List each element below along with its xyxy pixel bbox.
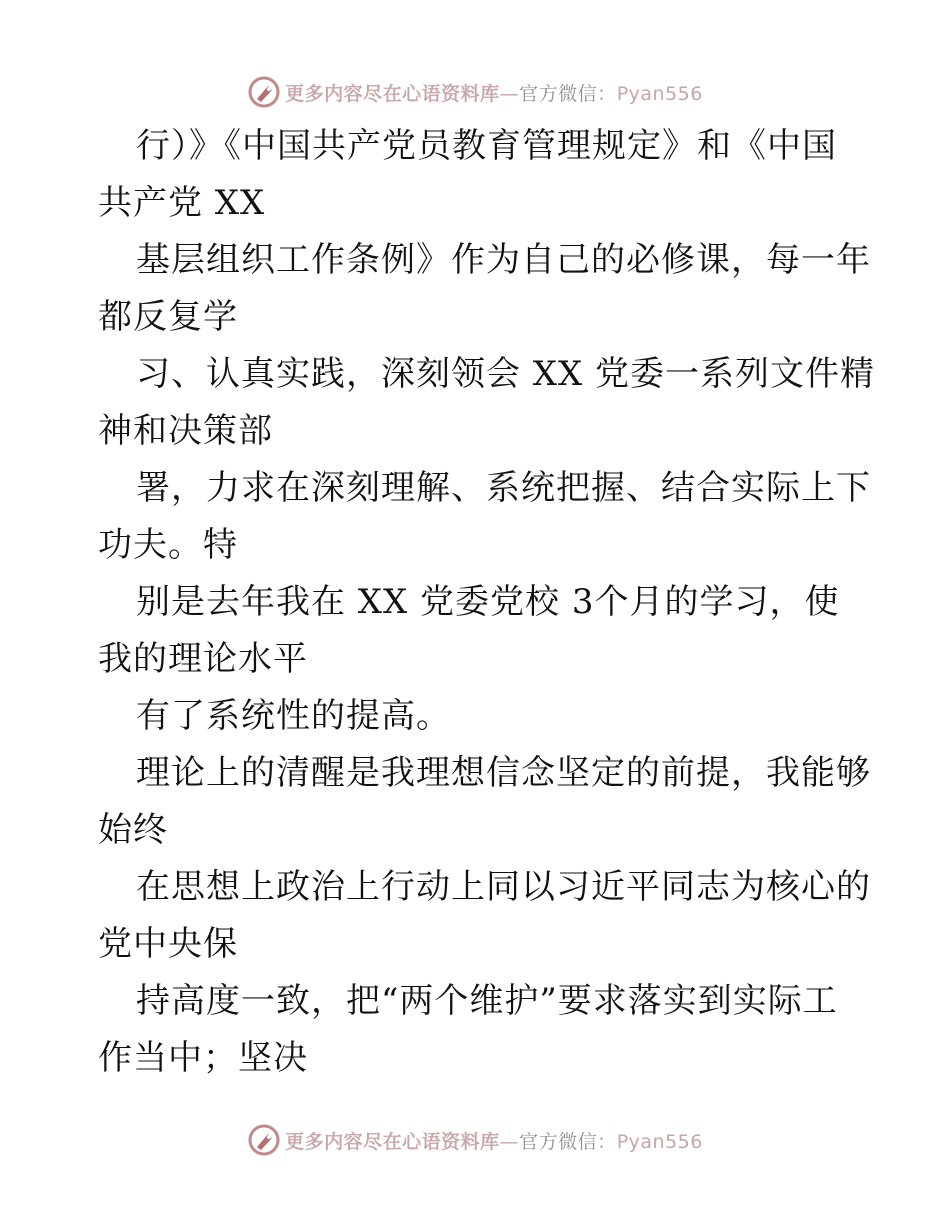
footer-watermark [0,1120,950,1160]
text-line: 我的理论水平 [98,639,308,679]
text-line: 署，力求在深刻理解、系统把握、结合实际上下 [136,468,871,508]
text-line: 理论上的清醒是我理想信念坚定的前提，我能够 [136,753,871,793]
pen-nib-circle-icon [247,1123,281,1157]
text-line: 行）》《中国共产党员教育管理规定》和《中国 [136,126,837,166]
text-line: 在思想上政治上行动上同以习近平同志为核心的 [136,867,871,907]
watermark-official-label: 官方微信： [519,82,617,105]
text-line: 都反复学 [98,297,238,337]
text-line: 别是去年我在 XX 党委党校 3个月的学习，使 [136,582,840,622]
text-line: 共产党 XX [98,183,266,223]
text-line: 始终 [98,810,168,850]
pen-nib-circle-icon [247,75,281,109]
document-body [98,118,876,1087]
watermark-wechat-id: Pyan556 [616,82,703,105]
watermark-text [285,1127,703,1154]
header-watermark [0,72,950,112]
watermark-dash: — [499,82,520,105]
text-line: 习、认真实践，深刻领会 XX 党委一系列文件精 [136,354,876,394]
text-line: 基层组织工作条例》作为自己的必修课，每一年 [136,240,871,280]
text-line: 有了系统性的提高。 [136,696,451,736]
watermark-promo: 更多内容尽在心语资料库 [285,1130,500,1153]
watermark-dash: — [499,1130,520,1153]
text-line: 党中央保 [98,924,238,964]
text-line: 功夫。特 [98,525,238,565]
watermark-wechat-id: Pyan556 [616,1130,703,1153]
watermark-promo: 更多内容尽在心语资料库 [285,82,500,105]
watermark-official-label: 官方微信： [519,1130,617,1153]
text-line: 神和决策部 [98,411,273,451]
text-line: 持高度一致，把“两个维护”要求落实到实际工 [136,981,838,1021]
watermark-text [285,79,703,106]
text-line: 作当中；坚决 [98,1038,308,1078]
